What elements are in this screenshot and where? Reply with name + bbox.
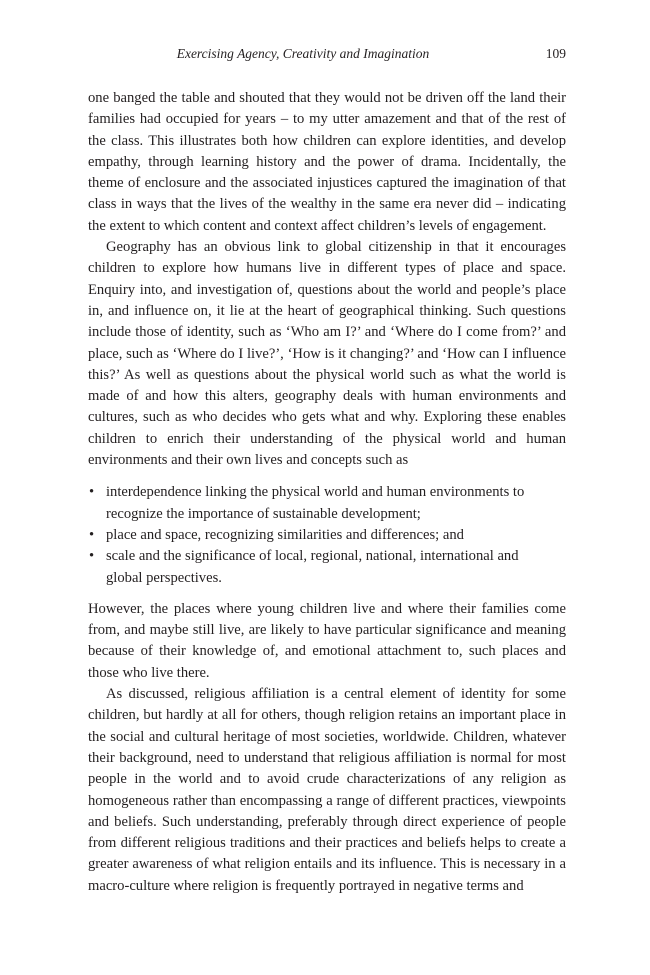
- paragraph-1: one banged the table and shouted that they would not be driven off the land their families had occupied for years – to my utter amazement and that of the rest of the class. This illustrates both how children can explore identities, and develop empathy, through learning history and the power of drama. Incidentally, the theme of enclosure and the associated injustices captured the imagination of that class in ways that the lives of the wealthy in the same era never did – indicating the extent to which content and context affect children’s levels of engagement.: [88, 90, 566, 234]
- paragraph-3: However, the places where young children live and where their families come from, and maybe still live, are likely to have particular significance and meaning because of their knowledge of, and emotional attachment to, such places and those who live there.: [88, 600, 566, 681]
- bullet-icon: •: [89, 484, 95, 501]
- running-header: [88, 43, 566, 65]
- bullet-item-text: interdependence linking the physical world and human environments to recognize the importance of sustainable development;: [106, 484, 525, 522]
- bullet-item-text: scale and the significance of local, regional, national, international and global perspectives.: [106, 548, 519, 586]
- paragraph-2: Geography has an obvious link to global citizenship in that it encourages children to explore how humans live in different types of place and space. Enquiry into, and investigation of, questions about the world and people’s place in, and influence on, it lie at the heart of geographical thinking. Such questions include those of identity, such as ‘Who am I?’ and ‘Where do I come from?’ and place, such as ‘Where do I live?’, ‘How is it changing?’ and ‘How can I influence this?’ As well as questions about the physical world such as what the world is made of and how this alters, geography deals with human environments and cultures, such as who decides who gets what and why. Exploring these enables children to enrich their understanding of the physical world and human environments and their own lives and concepts such as: [88, 239, 566, 469]
- bullet-list: [88, 482, 544, 588]
- bullet-item-text: place and space, recognizing similarities and differences; and: [106, 526, 464, 543]
- paragraph-4: As discussed, religious affiliation is a central element of identity for some children, but hardly at all for others, though religion retains an important place in the social and cultural heritage of most societies, worldwide. Children, whatever their background, need to understand that religious affiliation is normal for most people in the world and to avoid crude characterizations of any religion as homogeneous rather than encompassing a range of different practices, viewpoints and beliefs. Such understanding, preferably through direct experience of people from different religious traditions and their practices and beliefs helps to create a greater awareness of what religion entails and its influence. This is necessary in a macro-culture where religion is frequently portrayed in negative terms and: [88, 686, 566, 894]
- bullet-item: [89, 525, 544, 546]
- bullet-icon: •: [89, 548, 95, 565]
- page-body: [88, 88, 566, 897]
- running-title: Exercising Agency, Creativity and Imagination: [176, 46, 430, 61]
- page-number: 109: [545, 46, 566, 61]
- bullet-item: [89, 482, 544, 525]
- bullet-item: [89, 546, 544, 589]
- bullet-icon: •: [89, 526, 95, 543]
